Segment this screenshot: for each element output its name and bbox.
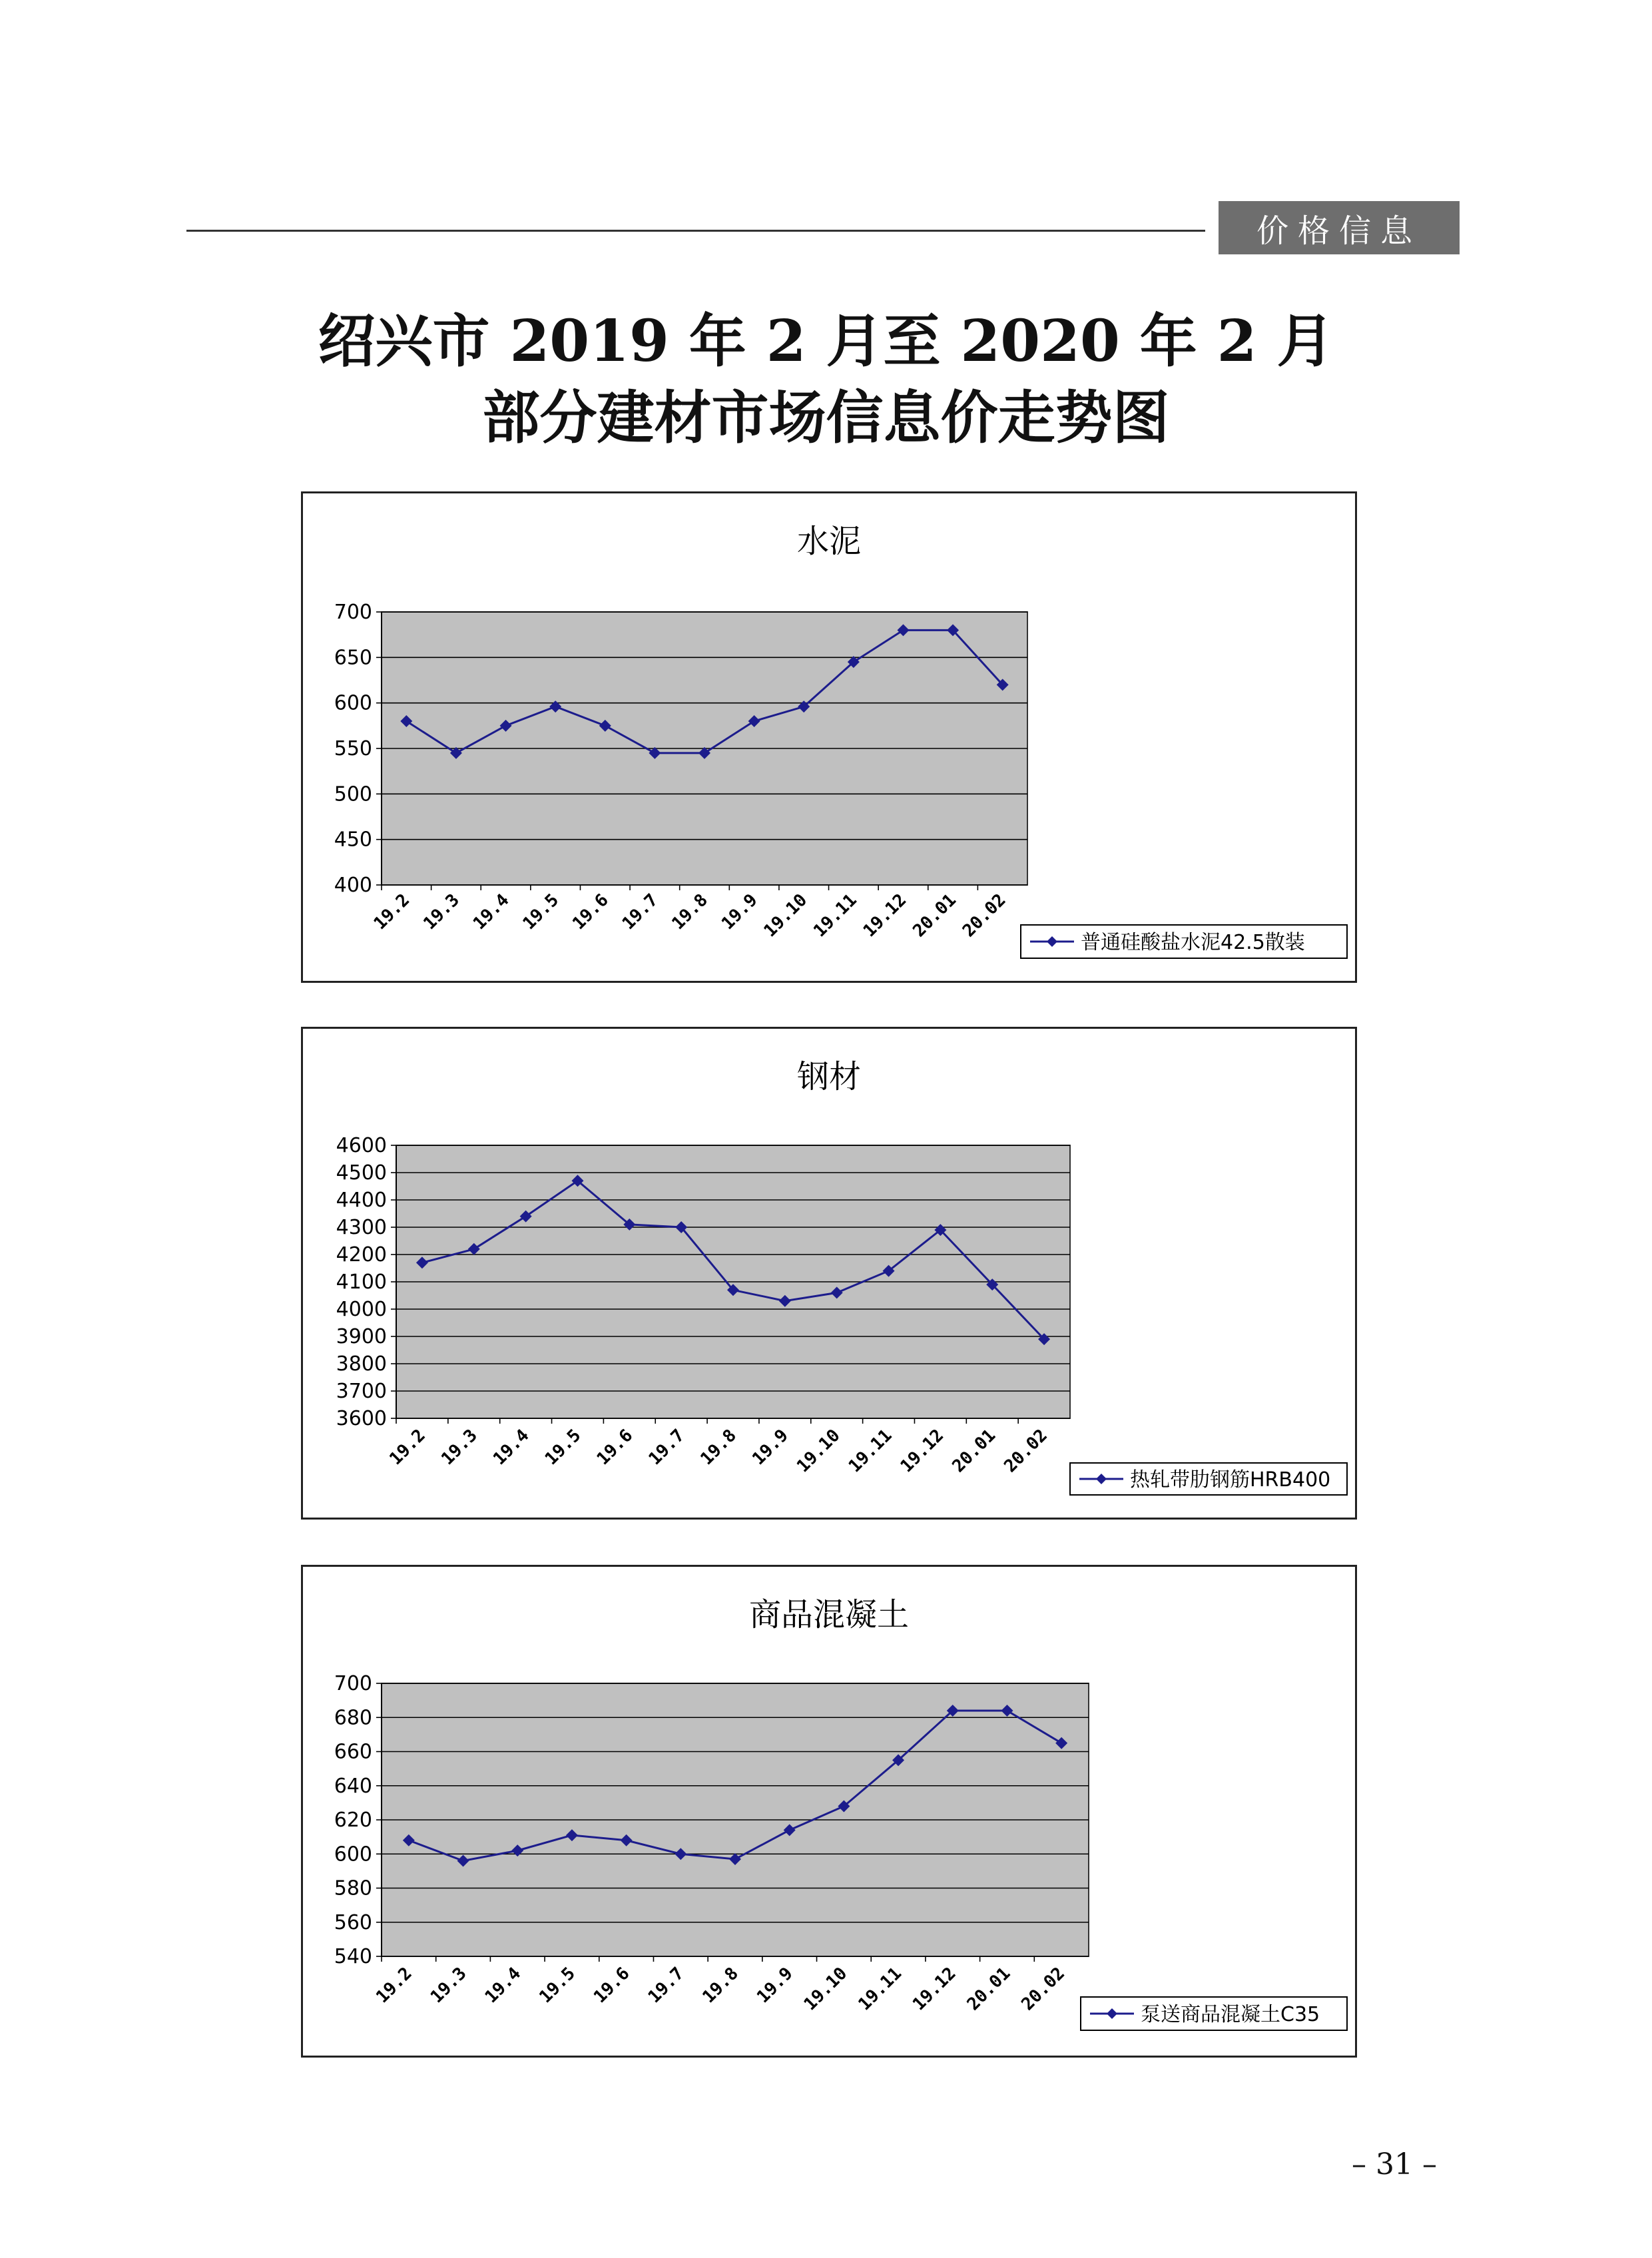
y-tick-label: 4300 (336, 1216, 387, 1239)
y-tick-label: 3900 (336, 1325, 387, 1348)
x-tick-label: 19.7 (644, 1963, 688, 2008)
y-tick-label: 4200 (336, 1243, 387, 1267)
y-tick-label: 600 (334, 1842, 372, 1866)
chart-cement (301, 491, 1357, 983)
x-tick-label: 19.8 (696, 1425, 740, 1470)
x-tick-label: 19.4 (469, 890, 513, 934)
page-title-line1: 绍兴市 2019 年 2 月至 2020 年 2 月 (318, 308, 1334, 375)
x-tick-label: 19.4 (489, 1425, 533, 1470)
y-tick-label: 400 (334, 874, 372, 897)
chart-steel-svg (303, 1029, 1355, 1518)
x-tick-label: 19.6 (593, 1425, 637, 1470)
y-tick-label: 560 (334, 1910, 372, 1934)
x-tick-label: 20.01 (963, 1963, 1015, 2015)
x-tick-label: 19.3 (426, 1963, 471, 2008)
y-tick-label: 4000 (336, 1298, 387, 1321)
y-tick-label: 3800 (336, 1352, 387, 1376)
x-tick-label: 19.7 (645, 1425, 689, 1470)
x-tick-label: 19.9 (718, 890, 762, 934)
legend-label: 普通硅酸盐水泥42.5散装 (1081, 931, 1305, 954)
x-tick-label: 19.5 (519, 890, 563, 934)
chart-concrete-svg (303, 1567, 1355, 2056)
y-tick-label: 600 (334, 691, 372, 715)
x-tick-label: 19.11 (844, 1425, 896, 1477)
x-tick-label: 19.2 (386, 1425, 429, 1470)
x-tick-label: 19.12 (859, 890, 911, 942)
y-tick-label: 580 (334, 1876, 372, 1900)
y-tick-label: 680 (334, 1706, 372, 1730)
y-tick-label: 450 (334, 828, 372, 852)
x-tick-label: 19.8 (698, 1963, 742, 2008)
x-tick-label: 19.12 (896, 1425, 948, 1477)
x-tick-label: 20.01 (909, 890, 961, 942)
chart-steel (301, 1027, 1357, 1520)
x-tick-label: 19.9 (753, 1963, 797, 2008)
x-tick-label: 19.4 (481, 1963, 525, 2008)
y-tick-label: 700 (334, 601, 372, 624)
y-tick-label: 550 (334, 737, 372, 760)
chart-title: 水泥 (796, 523, 862, 560)
y-tick-label: 540 (334, 1945, 372, 1968)
legend-label: 热轧带肋钢筋HRB400 (1130, 1468, 1331, 1492)
chart-title: 商品混凝土 (748, 1596, 910, 1633)
x-tick-label: 19.3 (437, 1425, 481, 1470)
section-tag: 价格信息 (1219, 201, 1460, 254)
x-tick-label: 19.3 (419, 890, 463, 934)
x-tick-label: 19.8 (668, 890, 712, 934)
x-tick-label: 19.5 (535, 1963, 579, 2008)
x-tick-label: 19.7 (618, 890, 663, 934)
y-tick-label: 650 (334, 646, 372, 670)
x-tick-label: 19.2 (370, 890, 414, 934)
x-tick-label: 19.6 (569, 890, 613, 934)
chart-cement-svg (303, 493, 1355, 981)
y-tick-label: 4400 (336, 1189, 387, 1212)
chart-concrete (301, 1565, 1357, 2058)
y-tick-label: 3600 (336, 1407, 387, 1430)
y-tick-label: 700 (334, 1672, 372, 1695)
x-tick-label: 19.11 (854, 1963, 906, 2015)
x-tick-label: 20.02 (1000, 1425, 1052, 1477)
x-tick-label: 19.10 (760, 890, 812, 942)
y-tick-label: 660 (334, 1740, 372, 1764)
y-tick-label: 3700 (336, 1380, 387, 1403)
y-tick-label: 4500 (336, 1161, 387, 1185)
legend-label: 泵送商品混凝土C35 (1141, 2003, 1320, 2026)
x-tick-label: 19.11 (810, 890, 861, 942)
x-tick-label: 19.10 (800, 1963, 852, 2015)
y-tick-label: 4100 (336, 1270, 387, 1294)
y-tick-label: 620 (334, 1809, 372, 1832)
x-tick-label: 19.5 (541, 1425, 585, 1470)
y-tick-label: 640 (334, 1774, 372, 1798)
x-tick-label: 20.01 (948, 1425, 1000, 1477)
x-tick-label: 20.02 (1017, 1963, 1069, 2015)
x-tick-label: 19.9 (748, 1425, 792, 1470)
x-tick-label: 19.10 (793, 1425, 844, 1477)
chart-title: 钢材 (796, 1058, 862, 1095)
page-title-line2: 部分建材市场信息价走势图 (482, 384, 1170, 451)
x-tick-label: 20.02 (959, 890, 1010, 942)
y-tick-label: 4600 (336, 1134, 387, 1157)
x-tick-label: 19.12 (909, 1963, 960, 2015)
y-tick-label: 500 (334, 782, 372, 806)
x-tick-label: 19.2 (372, 1963, 416, 2008)
page-number: – 31 – (1352, 2147, 1437, 2181)
x-tick-label: 19.6 (590, 1963, 634, 2008)
header-rule (186, 230, 1205, 232)
